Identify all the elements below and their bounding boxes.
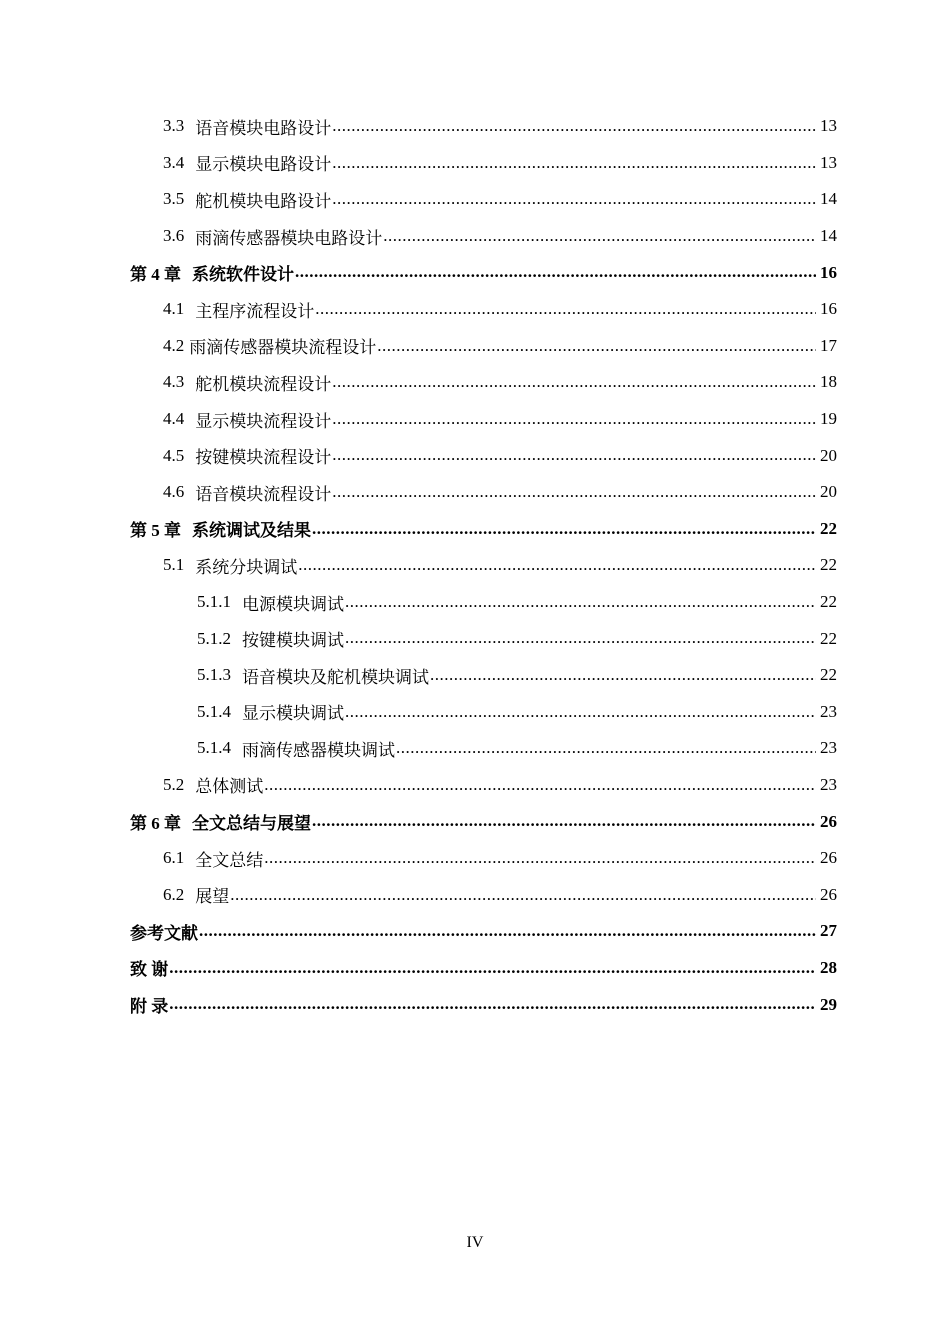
toc-entry-title: 按键模块流程设计 <box>195 448 332 468</box>
table-of-contents <box>0 108 950 1023</box>
toc-entry-number: 3.3 <box>163 116 185 136</box>
toc-entry-number: 第 6 章 <box>130 814 181 834</box>
toc-entry-number: 5.1.3 <box>197 665 231 685</box>
toc-entry-number: 5.1.2 <box>197 628 231 648</box>
toc-entry-page: 14 <box>820 189 837 209</box>
toc-entry-title: 雨滴传感器模块流程设计 <box>189 338 377 358</box>
toc-entry-page: 14 <box>820 226 837 246</box>
toc-dot-leader <box>264 848 816 868</box>
toc-entry-title: 系统调试及结果 <box>192 521 311 541</box>
toc-entry-number: 6.2 <box>163 884 185 904</box>
toc-entry[interactable] <box>0 291 950 328</box>
toc-entry-page: 13 <box>820 152 837 172</box>
toc-entry-number: 6.1 <box>163 848 185 868</box>
toc-dot-leader <box>332 482 816 502</box>
toc-entry-number: 5.1.1 <box>197 592 231 612</box>
toc-dot-leader <box>332 153 816 173</box>
toc-entry[interactable] <box>0 145 950 182</box>
toc-entry[interactable] <box>0 437 950 474</box>
toc-entry[interactable] <box>0 876 950 913</box>
toc-entry[interactable] <box>0 218 950 255</box>
toc-entry-page: 20 <box>820 445 837 465</box>
toc-entry[interactable] <box>0 620 950 657</box>
toc-entry-title: 参考文献 <box>130 923 198 943</box>
toc-entry-number: 4.5 <box>163 445 185 465</box>
toc-entry-page: 22 <box>820 628 837 648</box>
toc-entry-number: 5.2 <box>163 774 185 794</box>
toc-entry-page: 20 <box>820 482 837 502</box>
toc-entry-title: 致 谢 <box>130 960 169 980</box>
toc-entry-page: 22 <box>820 592 837 612</box>
toc-entry-page: 16 <box>820 262 837 282</box>
toc-entry-number: 5.1 <box>163 555 185 575</box>
toc-entry-page: 22 <box>820 665 837 685</box>
toc-entry[interactable] <box>0 328 950 365</box>
toc-entry-page: 23 <box>820 774 837 794</box>
toc-entry-number: 3.6 <box>163 226 185 246</box>
toc-entry[interactable] <box>0 181 950 218</box>
toc-chapter-entry[interactable] <box>0 913 950 950</box>
toc-entry-page: 26 <box>820 884 837 904</box>
toc-entry-title: 按键模块调试 <box>242 631 344 651</box>
toc-entry-title: 展望 <box>195 887 230 907</box>
toc-entry-page: 17 <box>820 335 837 355</box>
page-number-footer: IV <box>466 1234 484 1251</box>
toc-entry-title: 系统分块调试 <box>195 557 298 577</box>
toc-dot-leader <box>332 445 816 465</box>
toc-chapter-entry[interactable] <box>0 254 950 291</box>
toc-entry-title: 显示模块调试 <box>242 704 344 724</box>
toc-chapter-entry[interactable] <box>0 511 950 548</box>
toc-entry[interactable] <box>0 730 950 767</box>
toc-entry-page: 23 <box>820 701 837 721</box>
toc-entry-page: 26 <box>820 848 837 868</box>
toc-entry-title: 舵机模块流程设计 <box>195 374 332 394</box>
toc-entry-number: 第 5 章 <box>130 521 181 541</box>
toc-entry[interactable] <box>0 364 950 401</box>
toc-entry[interactable] <box>0 108 950 145</box>
toc-dot-leader <box>199 921 816 941</box>
toc-entry[interactable] <box>0 840 950 877</box>
toc-dot-leader <box>345 702 816 722</box>
toc-dot-leader <box>169 958 816 978</box>
toc-dot-leader <box>264 775 816 795</box>
toc-entry-title: 总体测试 <box>195 777 264 797</box>
toc-entry[interactable] <box>0 474 950 511</box>
toc-dot-leader <box>345 592 816 612</box>
toc-dot-leader <box>377 336 816 356</box>
toc-dot-leader <box>315 299 816 319</box>
toc-entry-title: 雨滴传感器模块调试 <box>242 740 395 760</box>
toc-dot-leader <box>383 226 816 246</box>
toc-dot-leader <box>169 994 816 1014</box>
toc-entry-page: 27 <box>820 921 837 941</box>
toc-entry-page: 29 <box>820 994 837 1014</box>
toc-entry-page: 22 <box>820 518 837 538</box>
toc-chapter-entry[interactable] <box>0 986 950 1023</box>
toc-entry-number: 4.1 <box>163 299 185 319</box>
toc-dot-leader <box>332 409 816 429</box>
toc-entry-number: 第 4 章 <box>130 265 181 285</box>
toc-dot-leader <box>332 189 816 209</box>
toc-entry-page: 26 <box>820 811 837 831</box>
toc-entry[interactable] <box>0 694 950 731</box>
toc-entry-page: 18 <box>820 372 837 392</box>
toc-dot-leader <box>332 116 816 136</box>
toc-entry-title: 舵机模块电路设计 <box>195 191 332 211</box>
toc-entry[interactable] <box>0 401 950 438</box>
toc-entry-number: 4.3 <box>163 372 185 392</box>
toc-entry-number: 3.5 <box>163 189 185 209</box>
toc-entry-title: 语音模块流程设计 <box>195 484 332 504</box>
toc-entry-title: 主程序流程设计 <box>195 301 315 321</box>
toc-chapter-entry[interactable] <box>0 950 950 987</box>
toc-chapter-entry[interactable] <box>0 803 950 840</box>
toc-dot-leader <box>295 262 816 282</box>
toc-entry-title: 雨滴传感器模块电路设计 <box>195 228 383 248</box>
toc-dot-leader <box>230 885 816 905</box>
toc-entry-number: 5.1.4 <box>197 701 231 721</box>
toc-entry-title: 语音模块电路设计 <box>195 118 332 138</box>
toc-entry-page: 16 <box>820 299 837 319</box>
toc-dot-leader <box>396 738 816 758</box>
toc-dot-leader <box>430 665 816 685</box>
toc-dot-leader <box>345 628 816 648</box>
toc-entry-number: 4.6 <box>163 482 185 502</box>
toc-entry-title: 附 录 <box>130 997 169 1017</box>
toc-entry-page: 13 <box>820 116 837 136</box>
toc-entry-page: 28 <box>820 957 837 977</box>
toc-dot-leader <box>312 811 816 831</box>
toc-entry[interactable] <box>0 547 950 584</box>
toc-entry-title: 全文总结与展望 <box>192 814 311 834</box>
toc-entry[interactable] <box>0 657 950 694</box>
toc-entry-title: 全文总结 <box>195 850 264 870</box>
toc-entry-title: 系统软件设计 <box>192 265 294 285</box>
toc-dot-leader <box>332 372 816 392</box>
toc-entry[interactable] <box>0 767 950 804</box>
toc-entry-page: 19 <box>820 409 837 429</box>
toc-entry-number: 5.1.4 <box>197 738 231 758</box>
toc-entry-title: 显示模块电路设计 <box>195 155 332 175</box>
toc-entry-title: 语音模块及舵机模块调试 <box>242 667 429 687</box>
toc-dot-leader <box>312 519 816 539</box>
toc-entry-title: 电源模块调试 <box>242 594 344 614</box>
toc-entry-page: 23 <box>820 738 837 758</box>
toc-entry[interactable] <box>0 584 950 621</box>
toc-dot-leader <box>298 555 816 575</box>
toc-entry-page: 22 <box>820 555 837 575</box>
toc-entry-number: 4.4 <box>163 409 185 429</box>
toc-entry-number: 3.4 <box>163 152 185 172</box>
toc-entry-title: 显示模块流程设计 <box>195 411 332 431</box>
toc-entry-number: 4.2 <box>163 335 185 355</box>
